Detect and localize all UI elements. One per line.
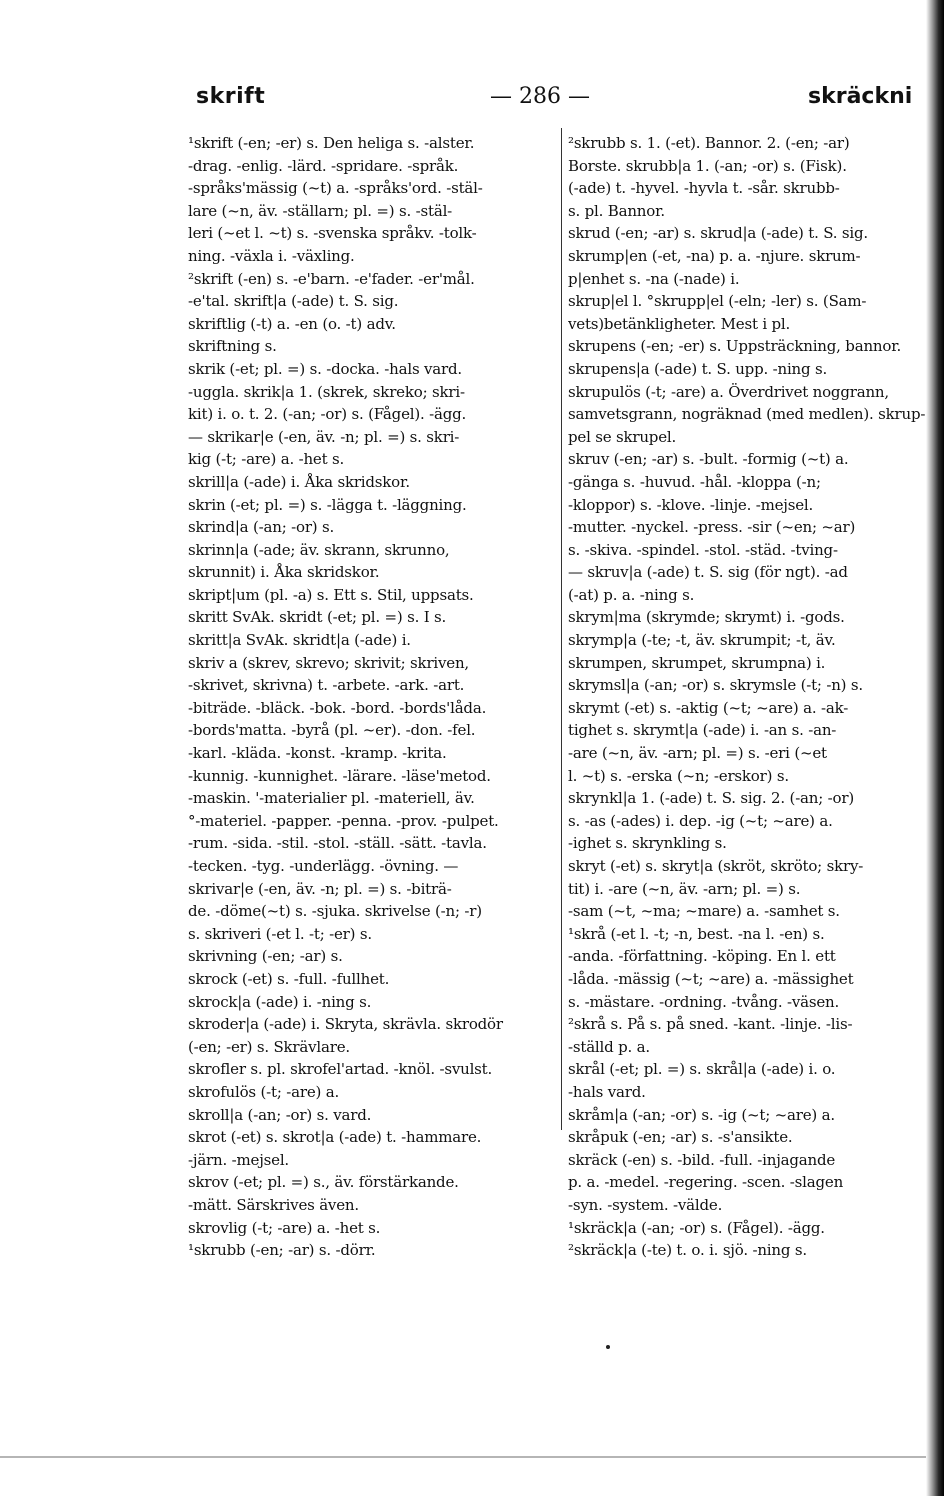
entry-line: -tecken. -tyg. -underlägg. -övning. — — [188, 857, 459, 875]
entry-line: skrymt (-et) s. -aktig (~t; ~are) a. -ak- — [568, 698, 849, 717]
right-column — [568, 132, 928, 1262]
entry-line: s. -skiva. -spindel. -stol. -städ. -tving- — [568, 540, 838, 559]
entry-line: -mutter. -nyckel. -press. -sir (~en; ~ar) — [568, 518, 856, 537]
entry-line: skrupens|a (-ade) t. S. upp. -ning s. — [568, 359, 828, 378]
entry-line: -gänga s. -huvud. -hål. -kloppa (-n; — [568, 472, 821, 491]
entry-line: s. -mästare. -ordning. -tvång. -väsen. — [568, 992, 840, 1011]
entry-line: -hals vard. — [568, 1082, 646, 1101]
entry-line: tighet s. skrymt|a (-ade) i. -an s. -an- — [568, 721, 837, 740]
entry-line: -mätt. Särskrives även. — [188, 1195, 359, 1214]
page-edge-shadow — [926, 0, 944, 1496]
left-column — [188, 132, 558, 1262]
entry-line: -ighet s. skrynkling s. — [568, 834, 727, 853]
entry-line: skriv a (skrev, skrevo; skrivit; skriven, — [188, 653, 469, 672]
entry-line: skråm|a (-an; -or) s. -ig (~t; ~are) a. — [568, 1105, 835, 1124]
entry-line: kit) i. o. t. 2. (-an; -or) s. (Fågel). -ägg. — [188, 405, 467, 424]
entry-line: kig (-t; -are) a. -het s. — [188, 450, 345, 469]
entry-line: s. skriveri (-et l. -t; -er) s. — [188, 924, 372, 943]
entry-line: skryt (-et) s. skryt|a (skröt, skröto; skry- — [568, 857, 864, 875]
entry-line: skräck (-en) s. -bild. -full. -injagande — [568, 1150, 836, 1169]
entry-line: skrovlig (-t; -are) a. -het s. — [188, 1218, 381, 1237]
entry-line: skrymp|a (-te; -t, äv. skrumpit; -t, äv. — [568, 631, 836, 650]
entry-line: skrynkl|a 1. (-ade) t. S. sig. 2. (-an; -or) — [568, 789, 855, 808]
entry-line: skrock|a (-ade) i. -ning s. — [188, 992, 372, 1011]
entry-line: skrind|a (-an; -or) s. — [188, 518, 335, 537]
page-number: — 286 — — [490, 84, 590, 109]
entry-line: — skruv|a (-ade) t. S. sig (för ngt). -ad — [568, 563, 848, 582]
entry-line: skrill|a (-ade) i. Åka skridskor. — [188, 472, 410, 491]
entry-line: ning. -växla i. -växling. — [188, 246, 355, 265]
entry-line: -ställd p. a. — [568, 1037, 650, 1056]
entry-line: l. ~t) s. -erska (~n; -erskor) s. — [568, 766, 789, 785]
entry-line: skrål (-et; pl. =) s. skrål|a (-ade) i. o. — [568, 1060, 836, 1079]
entry-line: skrupulös (-t; -are) a. Överdrivet noggrann, — [568, 382, 889, 401]
entry-line: -kunnig. -kunnighet. -lärare. -läse'metod. — [188, 766, 491, 785]
entry-line: (-at) p. a. -ning s. — [568, 585, 695, 604]
entry-line: p|enhet s. -na (-nade) i. — [568, 269, 740, 288]
entry-line: s. pl. Bannor. — [568, 201, 665, 220]
entry-line: pel se skrupel. — [568, 427, 677, 446]
ink-dot — [606, 1345, 610, 1349]
entry-line: ¹skrift (-en; -er) s. Den heliga s. -alster. — [188, 134, 475, 152]
entry-line: skrup|el l. °skrupp|el (-eln; -ler) s. (Sam- — [568, 292, 867, 311]
entry-line: -anda. -författning. -köping. En l. ett — [568, 947, 836, 966]
bottom-rule — [0, 1456, 944, 1458]
entry-line: vets)betänkligheter. Mest i pl. — [568, 314, 791, 333]
entry-line: skrofulös (-t; -are) a. — [188, 1082, 340, 1101]
entry-line: skrumpen, skrumpet, skrumpna) i. — [568, 653, 826, 672]
entry-line: skrivning (-en; -ar) s. — [188, 947, 343, 966]
entry-line: -låda. -mässig (~t; ~are) a. -mässighet — [568, 969, 854, 988]
entry-line: skrud (-en; -ar) s. skrud|a (-ade) t. S. sig. — [568, 224, 868, 243]
entry-line: -skrivet, skrivna) t. -arbete. -ark. -art. — [188, 676, 465, 695]
entry-line: skriftning s. — [188, 337, 277, 356]
entry-line: skrunnit) i. Åka skridskor. — [188, 563, 380, 582]
entry-line: skrin (-et; pl. =) s. -lägga t. -läggning. — [188, 495, 467, 514]
entry-line: -are (~n, äv. -arn; pl. =) s. -eri (~et — [568, 744, 827, 763]
entry-line: skrik (-et; pl. =) s. -docka. -hals vard. — [188, 359, 462, 378]
entry-line: ²skrubb s. 1. (-et). Bannor. 2. (-en; -ar) — [568, 134, 850, 152]
header-right-word: skräckni — [808, 84, 913, 109]
entry-line: skrivar|e (-en, äv. -n; pl. =) s. -biträ- — [188, 879, 452, 898]
entry-line: -kloppor) s. -klove. -linje. -mejsel. — [568, 495, 814, 514]
entry-line: skrym|ma (skrymde; skrymt) i. -gods. — [568, 608, 845, 627]
entry-line: skrofler s. pl. skrofel'artad. -knöl. -svulst. — [188, 1060, 493, 1079]
entry-line: skrupens (-en; -er) s. Uppsträckning, bannor. — [568, 337, 902, 356]
entry-line: p. a. -medel. -regering. -scen. -slagen — [568, 1173, 844, 1192]
entry-line: -syn. -system. -välde. — [568, 1195, 723, 1214]
column-divider — [561, 128, 562, 1130]
page-header — [0, 80, 944, 120]
entry-line: -e'tal. skrift|a (-ade) t. S. sig. — [188, 292, 399, 311]
entry-line: skrymsl|a (-an; -or) s. skrymsle (-t; -n) s. — [568, 676, 863, 695]
entry-line: Borste. skrubb|a 1. (-an; -or) s. (Fisk). — [568, 156, 847, 175]
entry-line: ²skräck|a (-te) t. o. i. sjö. -ning s. — [568, 1241, 807, 1260]
entry-line: -karl. -kläda. -konst. -kramp. -krita. — [188, 744, 447, 763]
entry-line: (-ade) t. -hyvel. -hyvla t. -sår. skrubb- — [568, 179, 840, 198]
entry-line: skroll|a (-an; -or) s. vard. — [188, 1105, 372, 1124]
entry-line: ¹skräck|a (-an; -or) s. (Fågel). -ägg. — [568, 1218, 825, 1237]
entry-line: -språks'mässig (~t) a. -språks'ord. -stäl- — [188, 179, 483, 198]
header-left-word: skrift — [196, 84, 266, 109]
entry-line: skript|um (pl. -a) s. Ett s. Stil, uppsats. — [188, 585, 474, 604]
entry-line: skrock (-et) s. -full. -fullhet. — [188, 969, 390, 988]
entry-line: skrump|en (-et, -na) p. a. -njure. skrum- — [568, 246, 861, 265]
entry-line: -sam (~t, ~ma; ~mare) a. -samhet s. — [568, 902, 840, 921]
entry-line: -järn. -mejsel. — [188, 1150, 289, 1169]
entry-line: skruv (-en; -ar) s. -bult. -formig (~t) a. — [568, 450, 849, 469]
entry-line: -maskin. '-materialier pl. -materiell, äv. — [188, 789, 475, 808]
entry-line: skritt SvAk. skridt (-et; pl. =) s. I s. — [188, 608, 447, 627]
entry-line: leri (~et l. ~t) s. -svenska språkv. -tolk- — [188, 224, 477, 243]
entry-line: — skrikar|e (-en, äv. -n; pl. =) s. skri- — [188, 427, 460, 446]
entry-line: de. -döme(~t) s. -sjuka. skrivelse (-n; -r) — [188, 902, 482, 921]
entry-line: skritt|a SvAk. skridt|a (-ade) i. — [188, 631, 411, 650]
entry-line: skroder|a (-ade) i. Skryta, skrävla. skrodör — [188, 1015, 503, 1034]
entry-line: tit) i. -are (~n, äv. -arn; pl. =) s. — [568, 879, 801, 898]
entry-line: ¹skrubb (-en; -ar) s. -dörr. — [188, 1241, 376, 1260]
entry-line: ¹skrå (-et l. -t; -n, best. -na l. -en) s. — [568, 924, 825, 943]
entry-line: (-en; -er) s. Skrävlare. — [188, 1037, 350, 1056]
entry-line: lare (~n, äv. -ställarn; pl. =) s. -stäl- — [188, 201, 453, 220]
entry-line: skråpuk (-en; -ar) s. -s'ansikte. — [568, 1128, 793, 1147]
entry-line: °-materiel. -papper. -penna. -prov. -pulpet. — [188, 811, 499, 830]
entry-line: -biträde. -bläck. -bok. -bord. -bords'låda. — [188, 698, 487, 717]
entry-line: -drag. -enlig. -lärd. -spridare. -språk. — [188, 156, 459, 175]
entry-line: s. -as (-ades) i. dep. -ig (~t; ~are) a. — [568, 811, 833, 830]
entry-line: skriftlig (-t) a. -en (o. -t) adv. — [188, 314, 396, 333]
entry-line: -bords'matta. -byrå (pl. ~er). -don. -fel. — [188, 721, 476, 740]
entry-line: ²skrå s. På s. på sned. -kant. -linje. -lis- — [568, 1015, 853, 1034]
entry-line: skrinn|a (-ade; äv. skrann, skrunno, — [188, 540, 450, 559]
entry-line: ²skrift (-en) s. -e'barn. -e'fader. -er'mål. — [188, 269, 475, 288]
entry-line: skrot (-et) s. skrot|a (-ade) t. -hammare. — [188, 1128, 482, 1147]
entry-line: samvetsgrann, nogräknad (med medlen). skrup- — [568, 405, 926, 424]
entry-line: -uggla. skrik|a 1. (skrek, skreko; skri- — [188, 382, 465, 401]
entry-line: skrov (-et; pl. =) s., äv. förstärkande. — [188, 1173, 459, 1192]
entry-line: -rum. -sida. -stil. -stol. -ställ. -sätt. -tavla. — [188, 834, 487, 853]
